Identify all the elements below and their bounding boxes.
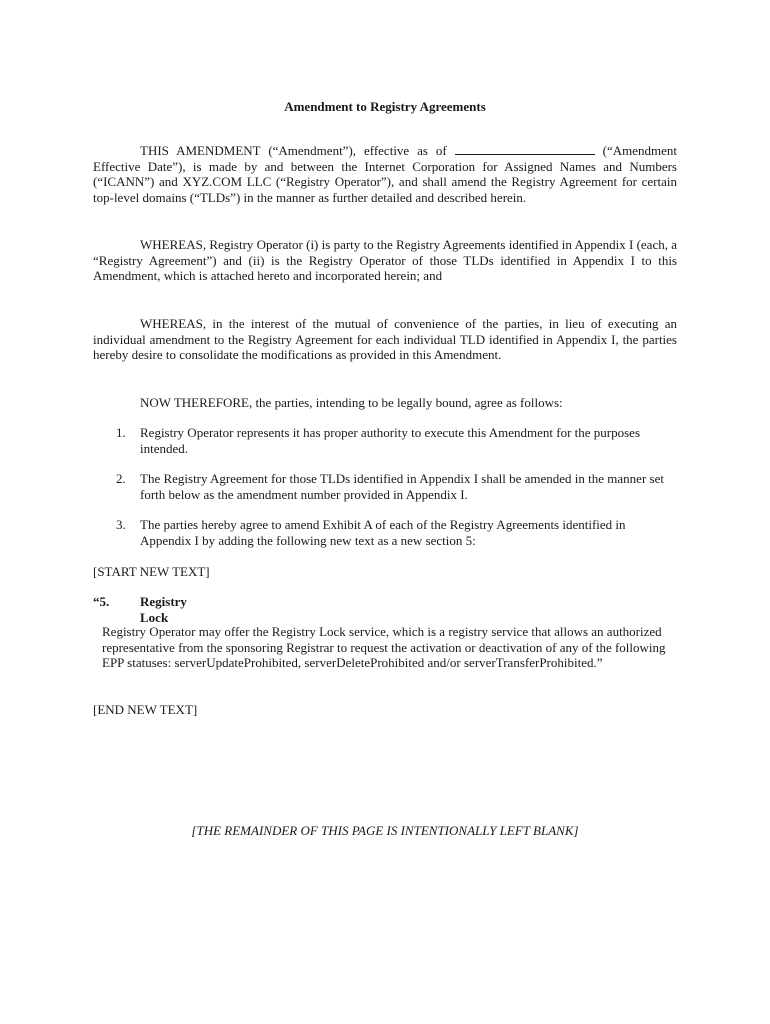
start-new-text-marker: [START NEW TEXT] — [93, 564, 210, 579]
intro-paragraph — [93, 143, 677, 205]
list-item-text: The Registry Agreement for those TLDs identified in Appendix I shall be amended in the manner set forth below as the amendment number provided in Appendix I. — [140, 471, 664, 502]
end-new-text-marker: [END NEW TEXT] — [93, 702, 198, 717]
intro-text-start: THIS AMENDMENT (“Amendment”), effective as of — [140, 143, 455, 158]
list-item-number: 3. — [116, 517, 126, 532]
list-item-text: The parties hereby agree to amend Exhibit A of each of the Registry Agreements identified in Appendix I by adding the following new text as a new section 5: — [140, 517, 626, 548]
section-title: Registry Lock — [140, 594, 187, 625]
whereas-paragraph-2: WHEREAS, in the interest of the mutual of convenience of the parties, in lieu of executing an individual amendment to the Registry Agreement for each individual TLD identified in Appendix I, the parties hereby desire to consolidate the modifications as provided in this Amendment. — [93, 316, 677, 363]
remainder-note: [THE REMAINDER OF THIS PAGE IS INTENTIONALLY LEFT BLANK] — [191, 823, 579, 838]
section-number: “5. — [93, 594, 110, 609]
section-body: Registry Operator may offer the Registry Lock service, which is a registry service that allows an authorized representative from the sponsoring Registrar to request the activation or deactivation of any of the following EPP statuses: serverUpdateProhibited, serverDeleteProhibited and/or serverTransferProhibited.” — [102, 624, 666, 671]
document-title: Amendment to Registry Agreements — [284, 99, 486, 114]
now-therefore-paragraph: NOW THEREFORE, the parties, intending to be legally bound, agree as follows: — [140, 395, 563, 410]
list-item-number: 1. — [116, 425, 126, 440]
list-item-text: Registry Operator represents it has proper authority to execute this Amendment for the purposes intended. — [140, 425, 641, 456]
intro-text-end: (“Amendment Effective Date”), is made by and between the Internet Corporation for Assigned Names and Numbers (“ICANN”) and XYZ.COM LLC (“Registry Operator”), and shall amend the Registry Agreement for certain top-level domains (“TLDs”) in the manner as further detailed and described herein. — [93, 143, 677, 205]
list-item-number: 2. — [116, 471, 126, 486]
effective-date-blank — [455, 144, 595, 155]
whereas-paragraph-1: WHEREAS, Registry Operator (i) is party to the Registry Agreements identified in Appendix I (each, a “Registry Agreement”) and (ii) is the Registry Operator of those TLDs identified in Appendix I to this Amendment, which is attached hereto and incorporated herein; and — [93, 237, 677, 284]
